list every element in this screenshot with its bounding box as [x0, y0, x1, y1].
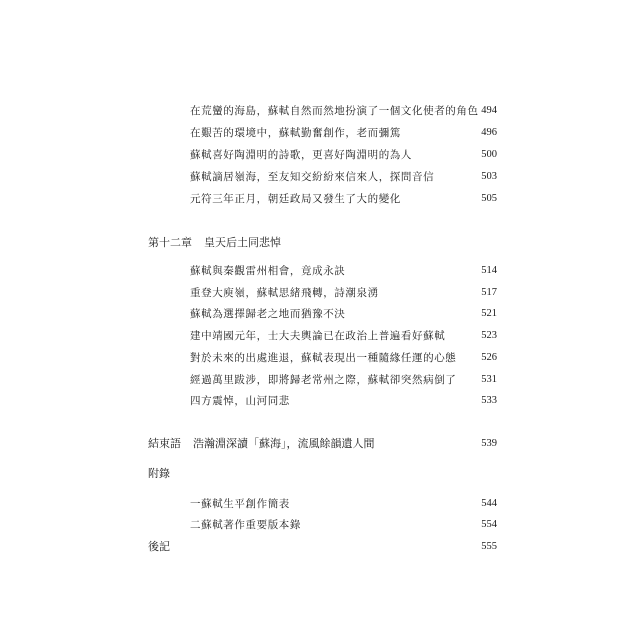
toc-entry — [0, 263, 640, 279]
toc-entry — [0, 125, 640, 141]
toc-entry — [0, 147, 640, 163]
toc-entry-title: 在荒蠻的海島，蘇軾自然而然地扮演了一個文化使者的角色 — [190, 105, 479, 117]
toc-entry-title: 經過萬里跋涉，即將歸老常州之際，蘇軾卻突然病倒了 — [190, 374, 457, 386]
toc-entry — [0, 285, 640, 301]
toc-entry — [0, 306, 640, 322]
toc-entry — [0, 496, 640, 512]
toc-entry-page: 503 — [481, 171, 497, 182]
toc-entry-page: 521 — [481, 308, 497, 319]
toc-entry-title: 對於未來的出處進退，蘇軾表現出一種隨緣任運的心態 — [190, 352, 457, 364]
toc-entry — [0, 393, 640, 409]
toc-entry — [0, 191, 640, 207]
toc-entry — [0, 328, 640, 344]
toc-entry-page: 554 — [481, 519, 497, 530]
toc-entry-title: 在艱苦的環境中，蘇軾勤奮創作，老而彌篤 — [190, 127, 401, 139]
toc-entry-page: 526 — [481, 352, 497, 363]
toc-entry-title: 建中靖國元年，士大夫輿論已在政治上普遍看好蘇軾 — [190, 330, 446, 342]
toc-entry-page: 505 — [481, 193, 497, 204]
conclusion-label: 結束語 — [148, 437, 181, 450]
toc-entry — [0, 103, 640, 119]
toc-entry-title: 二蘇軾著作重要版本錄 — [190, 519, 301, 531]
postscript-label: 後記 — [148, 540, 170, 553]
conclusion-title: 浩瀚淵深讀「蘇海」，流風餘韻遺人間 — [193, 437, 375, 450]
toc-entry-page: 514 — [481, 265, 497, 276]
toc-entry-title: 蘇軾謫居嶺海，至友知交紛紛來信來人，探問音信 — [190, 171, 435, 183]
postscript-heading — [0, 539, 640, 555]
toc-entry — [0, 517, 640, 533]
chapter-label: 第十二章 — [148, 236, 192, 249]
toc-entry-page: 531 — [481, 374, 497, 385]
appendix-heading — [0, 466, 640, 482]
toc-entry-title: 元符三年正月，朝廷政局又發生了大的變化 — [190, 193, 401, 205]
appendix-label: 附錄 — [148, 467, 170, 480]
toc-entry-page: 496 — [481, 127, 497, 138]
toc-entry-page: 500 — [481, 149, 497, 160]
toc-entry-title: 重登大庾嶺，蘇軾思緒飛轉，詩潮泉湧 — [190, 287, 379, 299]
toc-entry-page: 533 — [481, 395, 497, 406]
chapter-title: 皇天后土同悲悼 — [204, 236, 281, 249]
toc-entry-title: 蘇軾喜好陶淵明的詩歌，更喜好陶淵明的為人 — [190, 149, 412, 161]
toc-entry-title: 四方震悼，山河同悲 — [190, 395, 290, 407]
postscript-page: 555 — [481, 541, 497, 552]
toc-entry-page: 523 — [481, 330, 497, 341]
chapter-heading — [0, 235, 640, 251]
toc-entry-page: 517 — [481, 287, 497, 298]
toc-entry-page: 494 — [481, 105, 497, 116]
toc-entry-title: 一蘇軾生平創作簡表 — [190, 498, 290, 510]
conclusion-page: 539 — [481, 438, 497, 449]
toc-entry — [0, 372, 640, 388]
toc-entry-title: 蘇軾為選擇歸老之地而猶豫不決 — [190, 308, 346, 320]
toc-entry-title: 蘇軾與秦觀雷州相會，竟成永訣 — [190, 265, 346, 277]
toc-entry — [0, 350, 640, 366]
toc-entry-page: 544 — [481, 498, 497, 509]
conclusion-heading — [0, 436, 640, 452]
toc-entry — [0, 169, 640, 185]
